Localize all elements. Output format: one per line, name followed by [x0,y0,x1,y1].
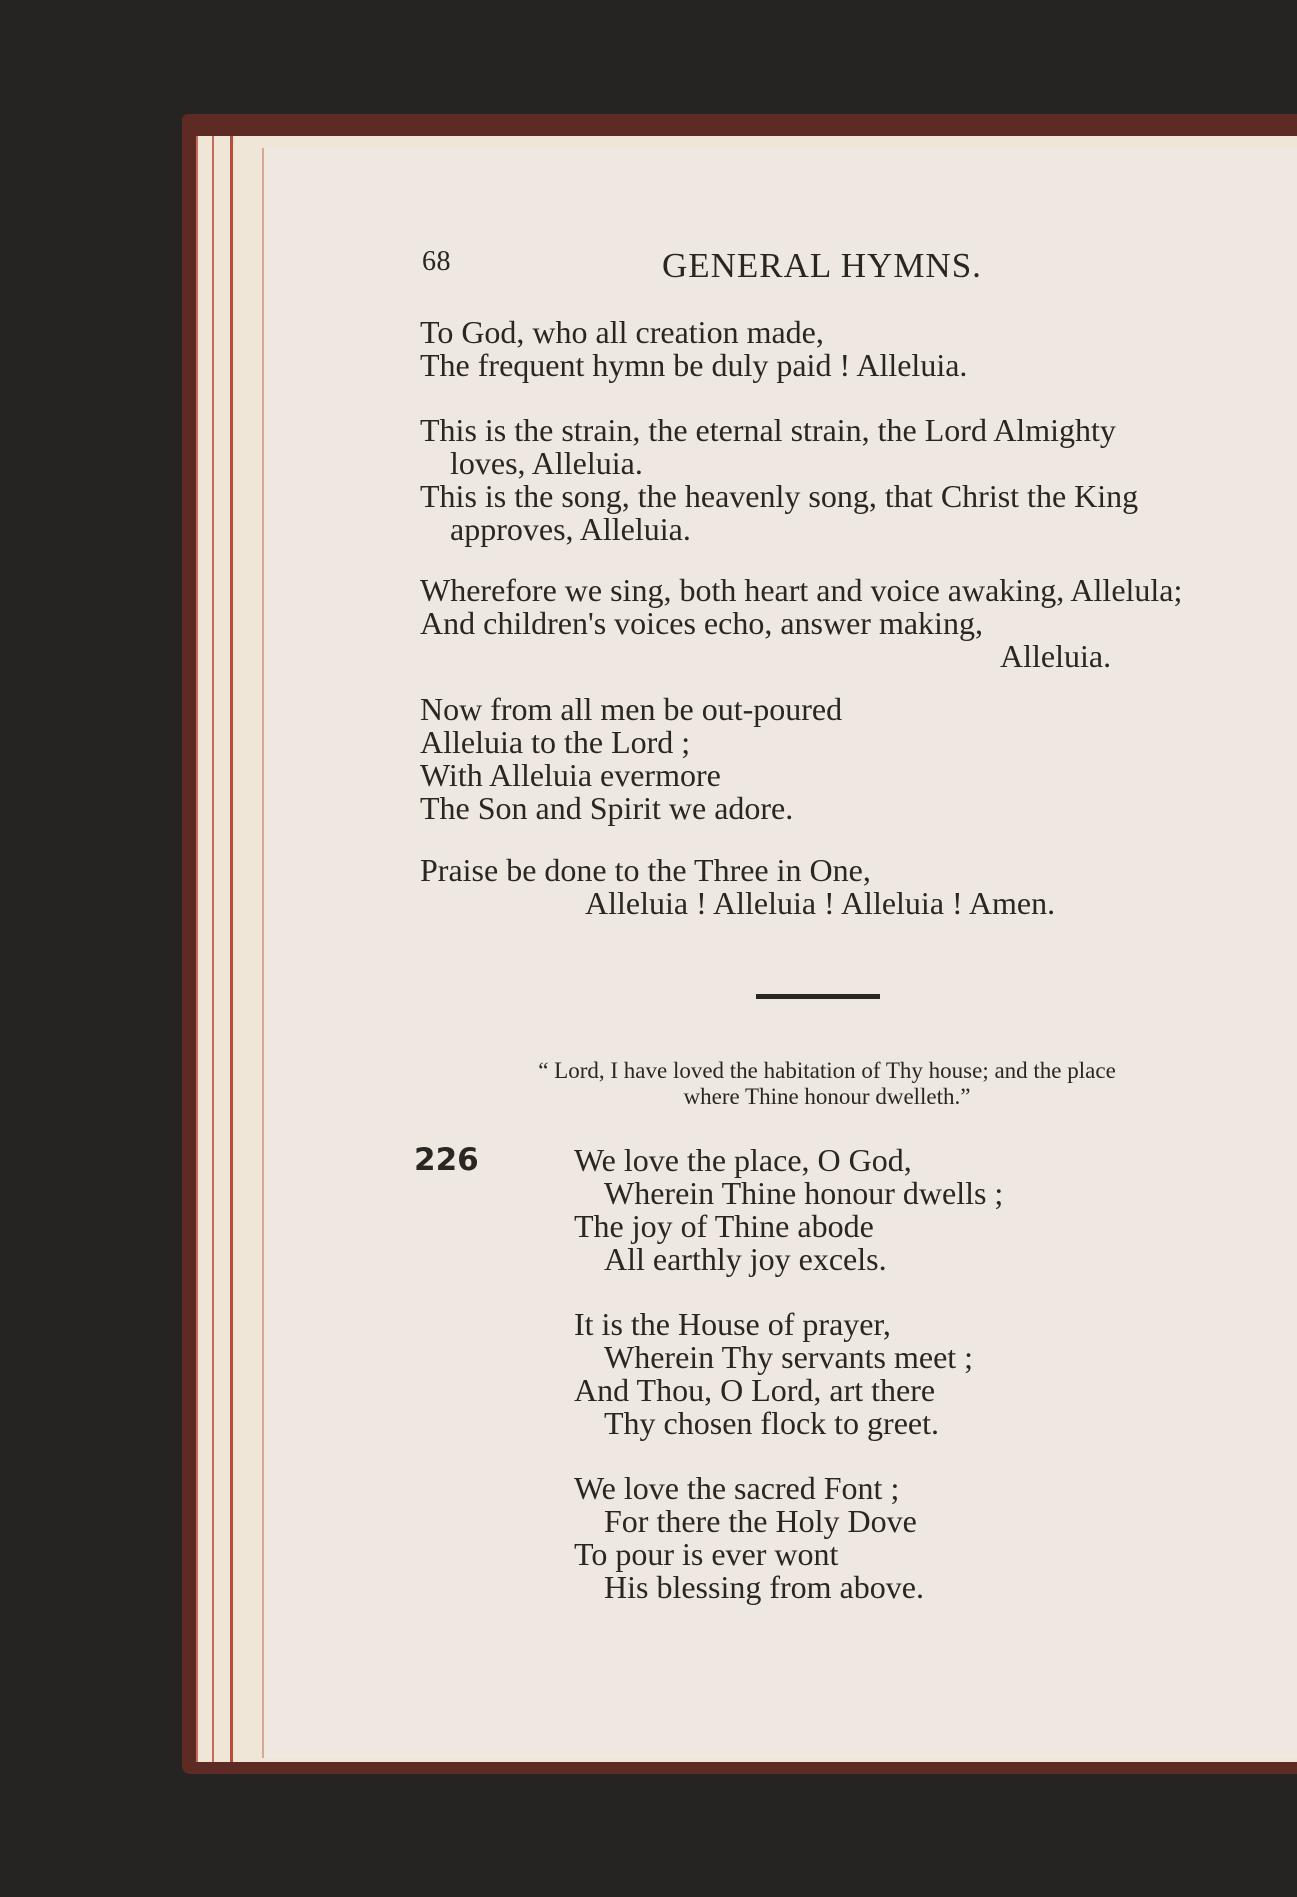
verse-line: Alleluia. [1000,638,1112,674]
verse-line: This is the strain, the eternal strain, the Lord Almighty [420,412,1116,448]
hymn-stanza [574,1144,1003,1276]
epigraph [412,1058,1242,1110]
verse-line: Wherein Thy servants meet ; [604,1339,974,1375]
verse-line: Alleluia ! Alleluia ! Alleluia ! Amen. [585,885,1056,921]
section-divider [756,994,880,999]
epigraph-line: where Thine honour dwelleth.” [683,1084,971,1109]
book-page [262,148,1297,1758]
verse-line: All earthly joy excels. [604,1241,887,1277]
hymn-stanza [574,1308,973,1440]
epigraph-line: “ Lord, I have loved the habitation of Thy house; and the place [538,1058,1116,1083]
verse-line: Alleluia to the Lord ; [420,724,691,760]
verse-line: Wherein Thine honour dwells ; [604,1175,1004,1211]
verse-line: Praise be done to the Three in One, [420,852,871,888]
verse-line: With Alleluia evermore [420,757,721,793]
verse-line: Now from all men be out-poured [420,691,843,727]
running-title: GENERAL HYMNS. [662,246,982,285]
stanza [420,316,967,382]
verse-line: The Son and Spirit we adore. [420,790,794,826]
stanza [420,854,1055,920]
verse-line: approves, Alleluia. [450,511,691,547]
verse-line: The joy of Thine abode [574,1208,874,1244]
verse-line: This is the song, the heavenly song, that Christ the King [420,478,1139,514]
hymn-number: 226 [414,1142,479,1178]
verse-line: We love the sacred Font ; [574,1470,900,1506]
verse-line: To pour is ever wont [574,1536,839,1572]
verse-line: To God, who all creation made, [420,314,824,350]
verse-line: Thy chosen flock to greet. [604,1405,939,1441]
page-number: 68 [422,246,451,277]
verse-line: We love the place, O God, [574,1142,912,1178]
verse-line: And Thou, O Lord, art there [574,1372,936,1408]
verse-line: The frequent hymn be duly paid ! Alleluia. [420,347,968,383]
verse-line: His blessing from above. [604,1569,924,1605]
verse-line: For there the Holy Dove [604,1503,917,1539]
stanza [420,574,1182,673]
hymn-stanza [574,1472,924,1604]
verse-line: It is the House of prayer, [574,1306,891,1342]
stanza [420,693,842,825]
stanza [420,414,1138,546]
verse-line: loves, Alleluia. [450,445,643,481]
verse-line: Wherefore we sing, both heart and voice awaking, Allelula; [420,572,1183,608]
verse-line: And children's voices echo, answer making, [420,605,983,641]
